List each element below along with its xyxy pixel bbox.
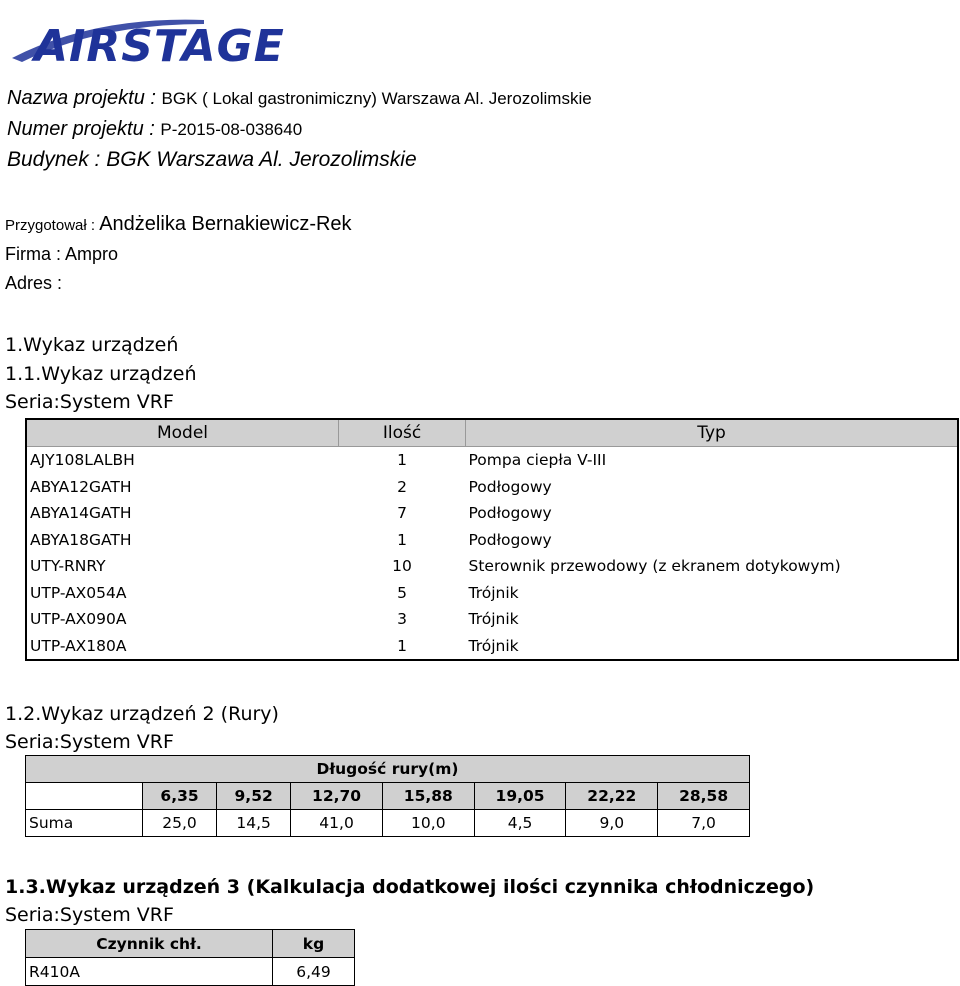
- device-model: UTP-AX054A: [30, 583, 127, 602]
- device-row: [26, 447, 958, 474]
- section1-subtitle: 1.1.Wykaz urządzeń: [5, 363, 197, 385]
- company-line: Firma : Ampro: [5, 244, 119, 264]
- device-type: Podłogowy: [468, 530, 552, 549]
- device-model: ABYA14GATH: [30, 504, 132, 523]
- refrigerant-header-row: [26, 930, 355, 958]
- device-row: [26, 500, 958, 527]
- pipe-sum: 9,0: [566, 810, 658, 837]
- pipe-sum: 7,0: [658, 810, 750, 837]
- device-row: [26, 633, 958, 661]
- section3-series: Seria:System VRF: [5, 904, 174, 926]
- device-quantity: 2: [397, 477, 407, 496]
- devices-table-header: [26, 419, 958, 447]
- pipes-group-row: [26, 756, 750, 783]
- device-model: AJY108LALBH: [30, 451, 135, 470]
- pipe-diameter: 12,70: [291, 783, 383, 810]
- project-name-line: [7, 87, 592, 110]
- pipes-diameter-row: [26, 783, 750, 810]
- device-type: Trójnik: [468, 610, 519, 629]
- device-type: Podłogowy: [468, 504, 552, 523]
- col-refrigerant: Czynnik chł.: [26, 930, 273, 958]
- prepared-label: Przygotował :: [5, 217, 100, 234]
- project-number: P-2015-08-038640: [160, 120, 303, 139]
- device-type: Trójnik: [468, 636, 519, 655]
- pipe-sum: 10,0: [382, 810, 474, 837]
- device-model: UTP-AX090A: [30, 610, 127, 629]
- device-row: [26, 527, 958, 554]
- device-model: UTY-RNRY: [30, 557, 106, 576]
- refrigerant-table: [25, 929, 355, 986]
- device-quantity: 10: [392, 557, 412, 576]
- section1-title: 1.Wykaz urządzeń: [5, 334, 179, 356]
- device-row: [26, 553, 958, 580]
- device-row: [26, 580, 958, 607]
- device-row: [26, 474, 958, 501]
- device-quantity: 1: [397, 636, 407, 655]
- pipe-diameter: 9,52: [217, 783, 291, 810]
- sum-label: Suma: [26, 810, 143, 837]
- prepared-by: Andżelika Bernakiewicz-Rek: [99, 213, 352, 235]
- prepared-line: [5, 213, 352, 236]
- device-type: Pompa ciepła V-III: [468, 451, 607, 470]
- project-name-label: Nazwa projektu :: [7, 87, 162, 109]
- pipe-sum: 4,5: [474, 810, 566, 837]
- device-quantity: 1: [397, 530, 407, 549]
- pipe-length-header: Długość rury(m): [26, 756, 750, 783]
- pipes-table: [25, 755, 750, 837]
- pipe-diameter: 28,58: [658, 783, 750, 810]
- device-model: UTP-AX180A: [30, 636, 127, 655]
- col-kg: kg: [273, 930, 355, 958]
- pipe-diameter: 22,22: [566, 783, 658, 810]
- project-name: BGK ( Lokal gastronimiczny) Warszawa Al. Jerozolimskie: [161, 89, 592, 108]
- project-number-line: [7, 118, 302, 141]
- col-model: Model: [26, 419, 339, 447]
- device-quantity: 7: [397, 504, 407, 523]
- device-quantity: 1: [397, 451, 407, 470]
- col-type: Typ: [466, 419, 959, 447]
- refrigerant-kg: 6,49: [273, 958, 355, 986]
- building-line: Budynek : BGK Warszawa Al. Jerozolimskie: [7, 148, 417, 171]
- device-type: Podłogowy: [468, 477, 552, 496]
- refrigerant-name: R410A: [26, 958, 273, 986]
- device-type: Sterownik przewodowy (z ekranem dotykowym): [468, 557, 841, 576]
- refrigerant-row: [26, 958, 355, 986]
- pipes-sum-row: [26, 810, 750, 837]
- address-line: Adres :: [5, 273, 63, 293]
- device-quantity: 5: [397, 583, 407, 602]
- pipe-sum: 41,0: [291, 810, 383, 837]
- section2-title: 1.2.Wykaz urządzeń 2 (Rury): [5, 703, 279, 725]
- device-row: [26, 606, 958, 633]
- logo-text: AIRSTAGE: [34, 21, 285, 72]
- pipe-diameter: 19,05: [474, 783, 566, 810]
- section2-series: Seria:System VRF: [5, 731, 174, 753]
- pipe-sum: 14,5: [217, 810, 291, 837]
- device-type: Trójnik: [468, 583, 519, 602]
- pipe-sum: 25,0: [143, 810, 217, 837]
- section1-series: Seria:System VRF: [5, 391, 174, 413]
- pipe-diameter: 6,35: [143, 783, 217, 810]
- blank-cell: [26, 783, 143, 810]
- pipe-diameter: 15,88: [382, 783, 474, 810]
- device-model: ABYA12GATH: [30, 477, 132, 496]
- project-number-label: Numer projektu :: [7, 118, 161, 140]
- device-model: ABYA18GATH: [30, 530, 132, 549]
- section3-title: 1.3.Wykaz urządzeń 3 (Kalkulacja dodatkowej ilości czynnika chłodniczego): [5, 876, 815, 898]
- devices-table: [25, 418, 959, 661]
- col-quantity: Ilość: [339, 419, 466, 447]
- airstage-logo: [4, 6, 306, 74]
- device-quantity: 3: [397, 610, 407, 629]
